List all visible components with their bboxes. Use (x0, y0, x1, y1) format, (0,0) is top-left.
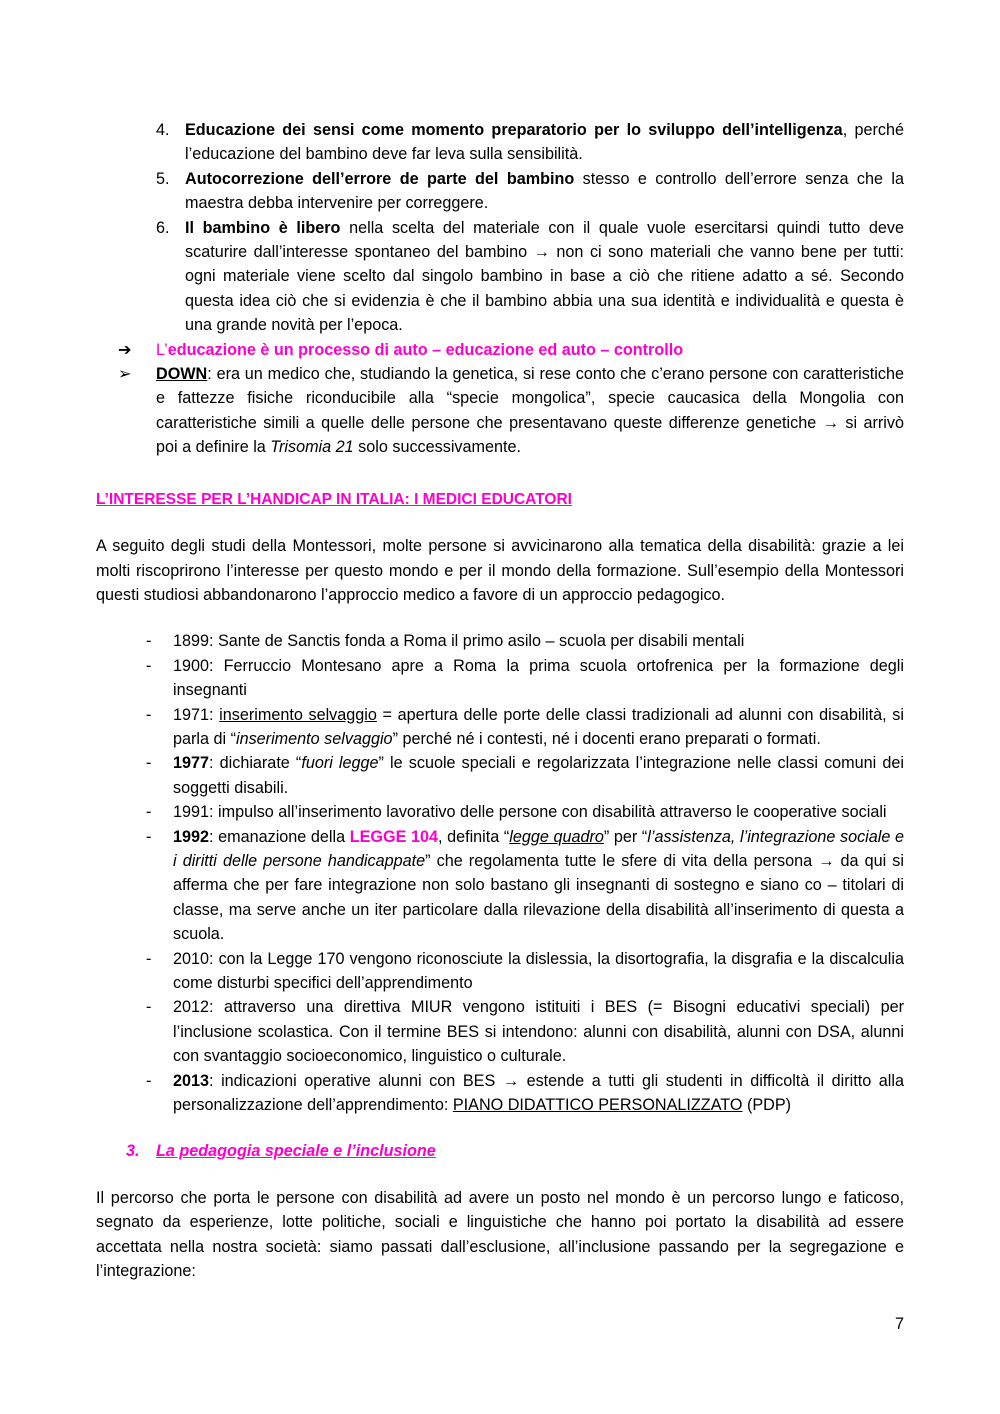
intro-paragraph: A seguito degli studi della Montessori, molte persone si avvicinarono alla tematica della disabilità: grazie a lei molti riscoprirono l’interesse per questo mondo e per il mondo della formazione. Sull’esempio della Montessori questi studiosi abbandonarono l’approccio medico a favore di un approccio pedagogico. (96, 537, 904, 604)
page-number: 7 (894, 1315, 904, 1333)
timeline-text: (PDP) (742, 1096, 792, 1115)
timeline-item-2013 (146, 1069, 904, 1118)
timeline-list (146, 629, 904, 1117)
timeline-italic: l’assistenza, l’integrazione sociale e i diritti delle persone handicappate (173, 827, 904, 870)
dash-bullet: - (146, 949, 152, 968)
timeline-text: ” che regolamenta tutte le sfere di vita della persona → da qui si afferma che per fare integrazione non solo bastano gli insegnanti di sostegno e siano co – titolari di classe, ma serve anche un iter particolare dalla rilevazione della disabilità all’inserimento di questa a scuola. (173, 851, 904, 944)
list-item-text: stesso e controllo dell’errore senza che la maestra debba intervenire per correggere. (185, 169, 904, 213)
timeline-item-2012 (146, 995, 904, 1068)
timeline-item-1900 (146, 654, 904, 703)
arrowhead-bullet-icon: ➢ (118, 365, 132, 384)
dash-bullet: - (146, 998, 152, 1017)
list-item (156, 118, 904, 167)
dash-bullet: - (146, 803, 152, 822)
list-number: 5. (156, 169, 170, 188)
subsection-heading (126, 1139, 904, 1163)
list-number: 4. (156, 121, 170, 139)
timeline-text: 1899: Sante de Sanctis fonda a Roma il primo asilo – scuola per disabili mentali (173, 632, 745, 651)
down-text: : era un medico che, studiando la genetica, si rese conto che c’erano persone con caratteristiche e fattezze fisiche riconducibile alla “specie mongolica”, specie caucasica della Mongolia con caratteristiche simili a quelle delle persone che presentavano queste differenze genetiche → si arrivò poi a definire la (156, 365, 904, 457)
timeline-text: 1971: (173, 705, 220, 724)
timeline-text: ” per “ (603, 827, 648, 846)
key-concept-prefix: L’ (156, 340, 168, 359)
timeline-year: 2013 (173, 1071, 210, 1090)
dash-bullet: - (146, 754, 152, 773)
key-concept-line (96, 338, 904, 362)
subsection-number: 3. (126, 1142, 140, 1161)
down-text-end: solo successivamente. (353, 438, 522, 457)
list-item-bold: Educazione dei sensi come momento preparatorio per lo sviluppo dell’intelligenza (185, 121, 843, 139)
timeline-text: 1900: Ferruccio Montesano apre a Roma la prima scuola ortofrenica per la formazione degli insegnanti (173, 656, 904, 700)
timeline-item-1991 (146, 800, 904, 824)
down-term: DOWN (156, 365, 208, 384)
dash-bullet: - (146, 1071, 152, 1090)
timeline-text: : dichiarate “ (209, 754, 302, 773)
closing-paragraph: Il percorso che porta le persone con disabilità ad avere un posto nel mondo è un percorso lungo e faticoso, segnato da esperienze, lotte politiche, sociali e linguistiche che hanno poi portato la disabilità ad essere accettata nella nostra società: siamo passati dall’esclusione, all’inclusione passando per la segregazione e l’integrazione: (96, 1188, 904, 1281)
list-item-bold: Autocorrezione dell’errore de parte del bambino (185, 169, 575, 188)
timeline-text: = apertura delle porte delle classi tradizionali ad alunni con disabilità, si parla di “ (173, 705, 904, 748)
timeline-item-1971 (146, 703, 904, 752)
timeline-text: ” perché né i contesti, né i docenti erano preparati o formati. (392, 729, 821, 748)
timeline-italic: fuori legge (301, 754, 379, 773)
timeline-text: : emanazione della (209, 827, 350, 846)
list-item-bold: Il bambino è libero (185, 218, 341, 237)
list-item-text: nella scelta del materiale con il quale vuole esercitarsi quindi tutto deve scaturire dall’interesse spontaneo del bambino → non ci sono materiali che vanno bene per tutti: ogni materiale viene scelto dal singolo bambino in base a ciò che ritiene adatto a sé. Secondo questa idea ciò che si evidenzia è che il bambino abbia una sua identità e individualità e questa è una grande novità per l’epoca. (185, 218, 904, 335)
numbered-list (156, 118, 904, 338)
down-entry (96, 362, 904, 460)
subsection-title: La pedagogia speciale e l’inclusione (156, 1142, 436, 1161)
timeline-underlined: inserimento selvaggio (219, 705, 377, 724)
timeline-italic-underlined: legge quadro (509, 827, 604, 846)
dash-bullet: - (146, 705, 152, 724)
timeline-text: , definita “ (437, 827, 510, 846)
timeline-text: : indicazioni operative alunni con BES → estende a tutti gli studenti in difficoltà il diritto alla personalizzazione dell’apprendimento: (173, 1071, 904, 1115)
dash-bullet: - (146, 656, 152, 675)
timeline-year: 1992 (173, 827, 210, 846)
timeline-underlined: PIANO DIDATTICO PERSONALIZZATO (452, 1096, 743, 1115)
page-content (96, 118, 904, 1283)
section-heading: L’INTERESSE PER L’HANDICAP IN ITALIA: I MEDICI EDUCATORI (96, 490, 572, 508)
timeline-italic: inserimento selvaggio (235, 729, 393, 748)
timeline-text: 2010: con la Legge 170 vengono riconosciute la dislessia, la disortografia, la disgrafia e la discalculia come disturbi specifici dell’apprendimento (173, 949, 904, 992)
list-item (156, 167, 904, 216)
timeline-item-1977 (146, 751, 904, 800)
timeline-item-1899 (146, 629, 904, 653)
law-104-highlight: LEGGE 104 (349, 827, 438, 846)
timeline-year: 1977 (173, 754, 210, 773)
arrow-right-icon: ➔ (118, 340, 132, 359)
key-concept-text: educazione è un processo di auto – educazione ed auto – controllo (167, 340, 684, 359)
timeline-text: ” le scuole speciali e regolarizzata l’integrazione nelle classi comuni dei soggetti disabili. (173, 754, 904, 797)
timeline-text: 1991: impulso all’inserimento lavorativo delle persone con disabilità attraverso le cooperative sociali (173, 803, 887, 822)
list-item-text: , perché l’educazione del bambino deve far leva sulla sensibilità. (185, 121, 904, 164)
list-item (156, 216, 904, 338)
timeline-item-2010 (146, 947, 904, 996)
timeline-text: 2012: attraverso una direttiva MIUR vengono istituiti i BES (= Bisogni educativi speciali) per l’inclusione scolastica. Con il termine BES si intendono: alunni con disabilità, alunni con DSA, alunni con svantaggio socioeconomico, linguistico o culturale. (173, 998, 904, 1066)
list-number: 6. (156, 218, 170, 237)
trisomia-term: Trisomia 21 (270, 438, 354, 457)
dash-bullet: - (146, 632, 152, 651)
dash-bullet: - (146, 827, 152, 846)
timeline-item-1992 (146, 825, 904, 947)
